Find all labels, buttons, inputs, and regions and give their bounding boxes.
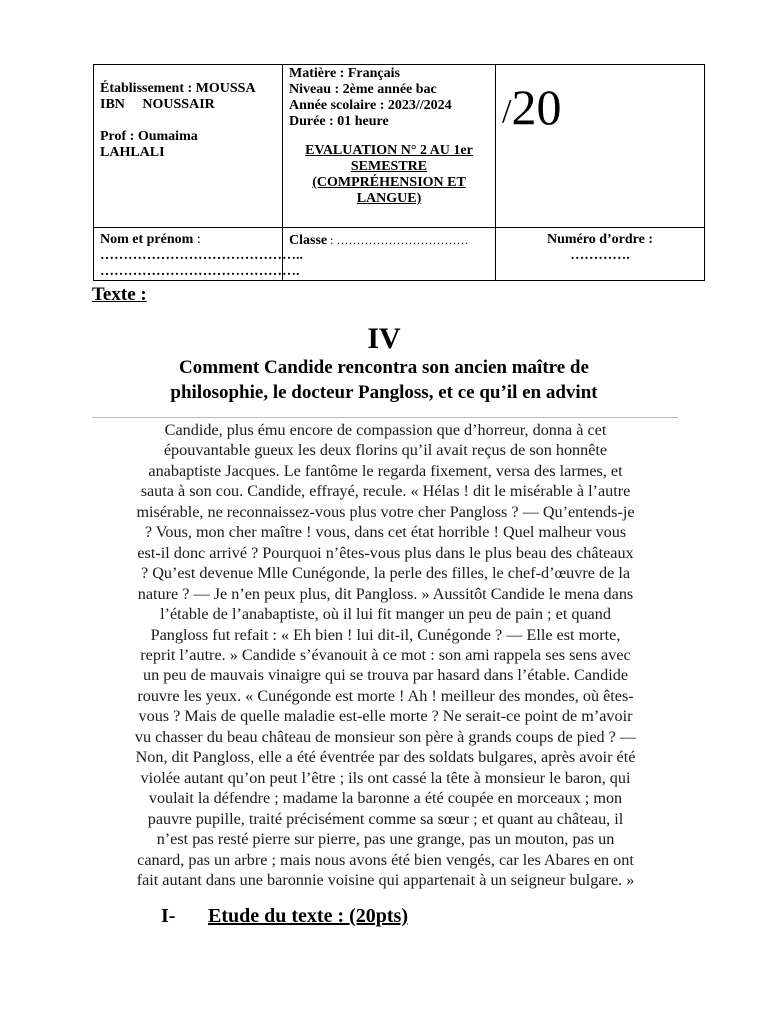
passage-line: Pangloss fut refait : « Eh bien ! lui dit-il, Cunégonde ? — Elle est morte, — [150, 625, 621, 644]
subject: Matière : Français — [289, 66, 400, 81]
passage-line: sauta à son cou. Candide, effrayé, recule. « Hélas ! dit le misérable à l’autre — [140, 482, 631, 501]
passage-line: reprit l’autre. » Candide s’évanouit à ce mot : son ami rappela ses sens avec — [140, 645, 631, 664]
class-dots: : …………………………… — [327, 233, 469, 247]
order-dots: …………. — [570, 248, 630, 263]
exam-info-cell — [283, 65, 496, 228]
passage-line: Non, dit Pangloss, elle a été éventrée par des soldats bulgares, après avoir été — [135, 748, 636, 767]
passage-line: vu chasser du beau château de monsieur son père à grands coups de pied ? — — [134, 727, 637, 746]
score-total: 20 — [511, 79, 562, 135]
passage-line: fait autant dans une baronnie voisine qui appartenait à un seigneur bulgare. » — [136, 870, 635, 889]
passage-line: pauvre pupille, traité précisément comme sa sœur ; et quant au château, il — [147, 809, 624, 828]
order-number-cell[interactable] — [496, 228, 705, 281]
passage-line: canard, pas un arbre ; mais nous avons été bien vengés, car les Abares en ont — [137, 850, 634, 869]
passage-line: épouvantable gueux les deux florins qu’il avait reçus de son honnête — [163, 441, 608, 460]
passage-line: Candide, plus ému encore de compassion que d’horreur, donna à cet — [164, 421, 607, 439]
establishment-cell — [94, 65, 283, 228]
passage-line: l’étable de l’anabaptiste, où il lui fit manger un peu de pain ; et quand — [160, 605, 611, 624]
chapter-title — [110, 355, 658, 405]
divider — [92, 417, 678, 418]
texte-heading: Texte : — [92, 284, 147, 305]
chapter-number: IV — [367, 322, 401, 355]
duration: Durée : 01 heure — [289, 114, 389, 129]
school-year: Année scolaire : 2023//2024 — [289, 98, 452, 113]
passage-line: misérable, ne reconnaissez-vous plus votre cher Pangloss ? — Qu’entends-je — [136, 502, 635, 521]
score-cell — [496, 65, 705, 228]
score-slash: / — [502, 93, 512, 130]
section-number: I- — [161, 905, 176, 927]
passage-line: nature ? — Je n’en peux plus, dit Pangloss. » Aussitôt Candide le mena dans — [137, 584, 634, 603]
name-colon: : — [193, 232, 201, 247]
establishment-line-2: IBN NOUSSAIR — [100, 97, 215, 112]
passage-line: violée autant qu’on peut l’être ; ils ont cassé la tête à monsieur le baron, qui — [140, 768, 631, 787]
class-label: Classe — [289, 233, 328, 248]
passage-line: n’est pas resté pierre sur pierre, pas une grange, pas un mouton, pas un — [156, 830, 615, 849]
passage-line: vous ? Mais de quelle maladie est-elle morte ? Ne serait-ce point de m’avoir — [138, 707, 633, 726]
passage-line: ? Qu’est devenue Mlle Cunégonde, la perle des filles, le chef-d’œuvre de la — [140, 564, 631, 583]
name-cell[interactable] — [94, 228, 303, 281]
passage-line: un peu de mauvais vinaigre qui se trouva par hasard dans l’étable. Candide — [142, 666, 629, 685]
order-label: Numéro d’ordre : — [546, 232, 654, 247]
name-dots-line-2: ……………………………………. — [100, 264, 300, 279]
chapter-title-line-2: philosophie, le docteur Pangloss, et ce qu’il en advint — [170, 382, 598, 403]
teacher-line-1: Prof : Oumaima — [100, 129, 198, 144]
exam-header-table — [93, 64, 705, 281]
passage-line: voulait la défendre ; madame la baronne a été coupée en morceaux ; mon — [148, 789, 623, 808]
name-dots-line-1: …………………………………….. — [100, 248, 303, 263]
section-heading — [161, 905, 408, 928]
passage-line: est-il donc arrivé ? Pourquoi n’êtes-vous plus dans le plus beau des châteaux — [137, 543, 634, 562]
level: Niveau : 2ème année bac — [289, 82, 437, 97]
section-title: Etude du texte : (20pts) — [208, 905, 408, 927]
establishment-line-1: Établissement : MOUSSA — [100, 81, 256, 96]
passage-line: anabaptiste Jacques. Le fantôme le regarda fixement, versa des larmes, et — [148, 461, 623, 480]
name-label: Nom et prénom — [100, 232, 194, 247]
evaluation-title: EVALUATION N° 2 AU 1er SEMESTRE (COMPRÉHENSION ET LANGUE) — [305, 143, 473, 206]
chapter-title-line-1: Comment Candide rencontra son ancien maître de — [179, 357, 589, 378]
score-box — [502, 79, 561, 140]
teacher-line-2: LAHLALI — [100, 145, 165, 160]
class-cell[interactable] — [283, 228, 496, 281]
passage-line: ? Vous, mon cher maître ! vous, dans cet état horrible ! Quel malheur vous — [144, 523, 627, 542]
text-passage — [88, 420, 683, 890]
passage-line: rouvre les yeux. « Cunégonde est morte ! Ah ! meilleur des mondes, où êtes- — [137, 686, 634, 705]
